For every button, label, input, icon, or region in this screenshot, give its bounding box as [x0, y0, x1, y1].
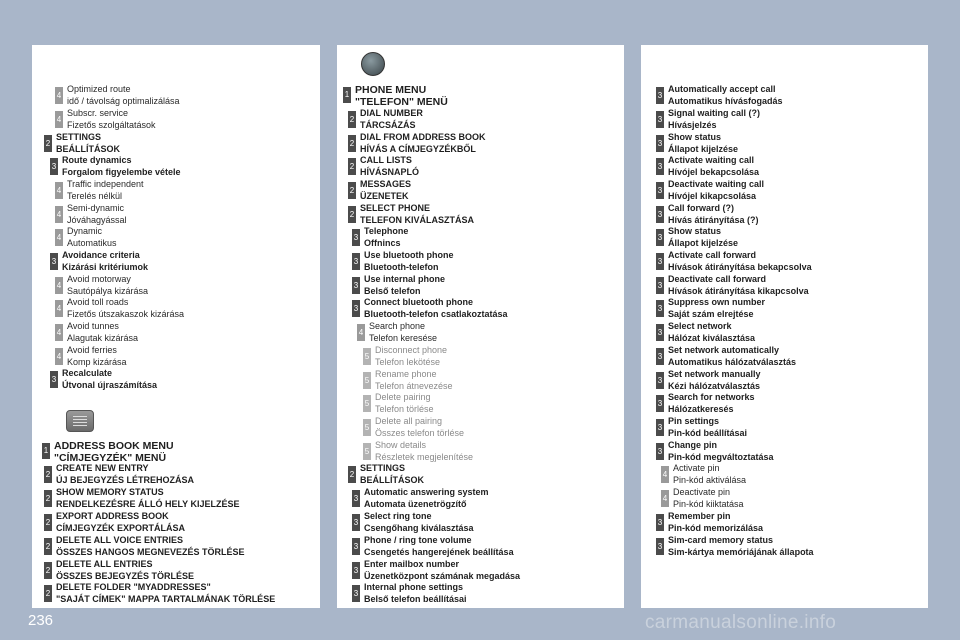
menu-item-hungarian-label: "SAJÁT CÍMEK" MAPPA TARTALMÁNAK TÖRLÉSE: [56, 593, 276, 604]
menu-item-english-label: SETTINGS: [56, 132, 102, 142]
menu-level-badge: 2: [44, 562, 52, 579]
menu-item-english-label: Subscr. service: [67, 108, 129, 118]
menu-item-english-label: Call forward (?): [668, 203, 735, 213]
menu-item-labels: [67, 108, 156, 131]
menu-item-labels: [668, 132, 738, 155]
menu-item-hungarian-label: Automata üzenetrögzítő: [364, 498, 467, 509]
menu-level-badge: 3: [352, 538, 360, 555]
menu-level-badge: 2: [348, 182, 356, 199]
menu-item-english-label: Activate pin: [673, 463, 720, 473]
menu-item-hungarian-label: Belső telefon beállításai: [364, 593, 467, 604]
menu-level-badge: 3: [656, 87, 664, 104]
menu-item-english-label: Show status: [668, 226, 722, 236]
menu-item-hungarian-label: Összes telefon törlése: [375, 427, 465, 438]
menu-item-english-label: Use internal phone: [364, 274, 446, 284]
menu-item-hungarian-label: ÖSSZES BEJEGYZÉS TÖRLÉSE: [56, 570, 195, 581]
menu-item-labels: [668, 535, 814, 558]
menu-item-hungarian-label: Csengetés hangerejének beállítása: [364, 546, 514, 557]
menu-level-badge: 3: [352, 253, 360, 270]
menu-item-english-label: Internal phone settings: [364, 582, 464, 592]
menu-item-hungarian-label: ÜZENETEK: [360, 190, 409, 201]
menu-item-hungarian-label: ÚJ BEJEGYZÉS LÉTREHOZÁSA: [56, 474, 195, 485]
menu-item-labels: [375, 416, 464, 439]
menu-item-hungarian-label: Hívójel bekapcsolása: [668, 166, 760, 177]
menu-item-english-label: Sim-card memory status: [668, 535, 774, 545]
menu-item-labels: [364, 559, 520, 582]
menu-item-hungarian-label: Hívójel kikapcsolása: [668, 190, 757, 201]
menu-level-badge: 2: [348, 135, 356, 152]
menu-item-hungarian-label: Telefon lekötése: [375, 356, 441, 367]
menu-item-hungarian-label: Hálózat kiválasztása: [668, 332, 756, 343]
menu-item-english-label: Telephone: [364, 226, 409, 236]
menu-item-english-label: Recalculate: [62, 368, 113, 378]
menu-item-hungarian-label: RENDELKEZÉSRE ÁLLÓ HELY KIJELZÉSE: [56, 498, 240, 509]
menu-item-labels: [67, 274, 148, 297]
menu-item-english-label: Use bluetooth phone: [364, 250, 454, 260]
menu-item-labels: [668, 250, 812, 273]
menu-item-labels: [668, 226, 738, 249]
menu-item-labels: [364, 226, 408, 249]
menu-level-badge: 3: [50, 371, 58, 388]
menu-item-labels: [375, 392, 434, 415]
menu-item-hungarian-label: ÖSSZES HANGOS MEGNEVEZÉS TÖRLÉSE: [56, 546, 245, 557]
menu-level-badge: 4: [55, 182, 63, 199]
menu-item-labels: [360, 132, 486, 155]
menu-level-badge: 3: [656, 229, 664, 246]
menu-item-labels: [668, 108, 760, 131]
menu-item-english-label: Traffic independent: [67, 179, 144, 189]
watermark: carmanualsonline.info: [645, 612, 837, 633]
menu-item-hungarian-label: BEÁLLÍTÁSOK: [56, 143, 120, 154]
menu-item-english-label: EXPORT ADDRESS BOOK: [56, 511, 169, 521]
menu-item-english-label: Search phone: [369, 321, 426, 331]
menu-item-labels: [668, 84, 783, 107]
address-book-icon: [66, 410, 94, 432]
menu-item-hungarian-label: Automatikus: [67, 237, 117, 248]
menu-level-badge: 3: [352, 300, 360, 317]
menu-level-badge: 3: [656, 135, 664, 152]
menu-item-labels: [668, 179, 764, 202]
menu-item-hungarian-label: Automatikus hívásfogadás: [668, 95, 783, 106]
menu-item-english-label: Avoid toll roads: [67, 297, 129, 307]
menu-level-badge: 3: [656, 419, 664, 436]
menu-item-hungarian-label: Útvonal újraszámítása: [62, 379, 158, 390]
menu-level-badge: 2: [44, 514, 52, 531]
menu-item-english-label: Delete all pairing: [375, 416, 443, 426]
menu-item-hungarian-label: Alagutak kizárása: [67, 332, 139, 343]
menu-item-hungarian-label: Kizárási kritériumok: [62, 261, 149, 272]
menu-item-labels: [67, 84, 180, 107]
menu-level-badge: 4: [55, 300, 63, 317]
page-number: 236: [28, 612, 54, 629]
menu-item-labels: [375, 440, 473, 463]
menu-level-badge: 3: [352, 277, 360, 294]
menu-level-badge: 3: [50, 158, 58, 175]
menu-level-badge: 3: [656, 395, 664, 412]
menu-item-english-label: DELETE ALL ENTRIES: [56, 559, 153, 569]
menu-item-english-label: Select network: [668, 321, 732, 331]
menu-item-english-label: Automatically accept call: [668, 84, 776, 94]
menu-item-english-label: PHONE MENU: [355, 84, 427, 96]
menu-level-badge: 4: [55, 111, 63, 128]
menu-item-labels: [668, 416, 747, 439]
menu-item-labels: [364, 250, 454, 273]
menu-level-badge: 2: [348, 466, 356, 483]
menu-item-hungarian-label: Pin-kód kiiktatása: [673, 498, 744, 509]
menu-item-labels: [67, 321, 138, 344]
menu-item-labels: [364, 274, 445, 297]
menu-item-hungarian-label: TÁRCSÁZÁS: [360, 119, 416, 130]
menu-item-hungarian-label: Pin-kód memorizálása: [668, 522, 764, 533]
menu-level-badge: 1: [42, 443, 50, 459]
menu-item-hungarian-label: Bluetooth-telefon csatlakoztatása: [364, 308, 508, 319]
menu-item-labels: [56, 463, 194, 486]
menu-item-labels: [668, 155, 759, 178]
menu-item-labels: [375, 345, 447, 368]
menu-item-hungarian-label: Csengőhang kiválasztása: [364, 522, 474, 533]
menu-item-english-label: DELETE FOLDER "MYADDRESSES": [56, 582, 211, 592]
menu-level-badge: 3: [50, 253, 58, 270]
menu-item-hungarian-label: idő / távolság optimalizálása: [67, 95, 180, 106]
menu-item-english-label: Search for networks: [668, 392, 755, 402]
menu-item-hungarian-label: Fizetős útszakaszok kizárása: [67, 308, 185, 319]
menu-item-labels: [364, 297, 508, 320]
menu-item-hungarian-label: Jóváhagyással: [67, 214, 127, 225]
menu-level-badge: 3: [656, 324, 664, 341]
menu-level-badge: 3: [656, 300, 664, 317]
menu-level-badge: 2: [44, 585, 52, 602]
menu-item-labels: [668, 511, 763, 534]
menu-level-badge: 4: [55, 324, 63, 341]
menu-item-labels: [668, 345, 796, 368]
menu-item-labels: [364, 511, 474, 534]
menu-item-hungarian-label: Forgalom figyelembe vétele: [62, 166, 181, 177]
menu-item-hungarian-label: "CÍMJEGYZÉK" MENÜ: [54, 452, 167, 464]
menu-item-english-label: Semi-dynamic: [67, 203, 125, 213]
menu-item-english-label: Avoidance criteria: [62, 250, 140, 260]
menu-item-labels: [364, 535, 514, 558]
menu-item-labels: [364, 582, 467, 605]
menu-level-badge: 4: [55, 87, 63, 104]
menu-level-badge: 2: [44, 538, 52, 555]
menu-item-hungarian-label: TELEFON KIVÁLASZTÁSA: [360, 214, 474, 225]
menu-level-badge: 3: [656, 443, 664, 460]
menu-level-badge: 2: [348, 206, 356, 223]
menu-level-badge: 3: [656, 277, 664, 294]
menu-item-english-label: Signal waiting call (?): [668, 108, 761, 118]
menu-item-hungarian-label: Pin-kód megváltoztatása: [668, 451, 774, 462]
menu-item-labels: [56, 559, 194, 582]
menu-item-english-label: Phone / ring tone volume: [364, 535, 472, 545]
menu-item-english-label: Remember pin: [668, 511, 731, 521]
menu-level-badge: 4: [357, 324, 365, 341]
menu-item-labels: [668, 297, 765, 320]
menu-item-hungarian-label: Üzenetközpont számának megadása: [364, 570, 521, 581]
menu-item-hungarian-label: BEÁLLÍTÁSOK: [360, 474, 424, 485]
menu-item-english-label: Avoid motorway: [67, 274, 131, 284]
menu-level-badge: 3: [352, 585, 360, 602]
menu-level-badge: 2: [44, 490, 52, 507]
menu-item-labels: [668, 203, 759, 226]
menu-item-hungarian-label: HÍVÁS A CÍMJEGYZÉKBŐL: [360, 143, 476, 154]
menu-item-english-label: Activate waiting call: [668, 155, 755, 165]
menu-level-badge: 3: [352, 514, 360, 531]
menu-item-english-label: ADDRESS BOOK MENU: [54, 440, 174, 452]
menu-item-hungarian-label: Saját szám elrejtése: [668, 308, 754, 319]
menu-item-english-label: Set network automatically: [668, 345, 780, 355]
menu-item-labels: [668, 369, 761, 392]
menu-level-badge: 3: [352, 562, 360, 579]
menu-item-labels: [360, 179, 411, 202]
menu-item-hungarian-label: Terelés nélkül: [67, 190, 123, 201]
menu-item-labels: [56, 582, 275, 605]
menu-level-badge: 4: [661, 466, 669, 483]
menu-item-english-label: SHOW MEMORY STATUS: [56, 487, 164, 497]
menu-item-english-label: SETTINGS: [360, 463, 406, 473]
menu-item-english-label: DELETE ALL VOICE ENTRIES: [56, 535, 184, 545]
menu-item-english-label: Delete pairing: [375, 392, 431, 402]
menu-item-hungarian-label: Offnincs: [364, 237, 401, 248]
menu-level-badge: 3: [656, 253, 664, 270]
menu-level-badge: 5: [363, 419, 371, 436]
menu-item-labels: [56, 487, 240, 510]
menu-item-hungarian-label: Pin-kód beállításai: [668, 427, 748, 438]
menu-level-badge: 5: [363, 443, 371, 460]
menu-item-hungarian-label: Pin-kód aktiválása: [673, 474, 747, 485]
menu-level-badge: 5: [363, 395, 371, 412]
menu-item-labels: [360, 155, 419, 178]
menu-level-badge: 2: [348, 158, 356, 175]
menu-level-badge: 2: [348, 111, 356, 128]
menu-item-english-label: CREATE NEW ENTRY: [56, 463, 149, 473]
menu-item-english-label: Rename phone: [375, 369, 437, 379]
menu-item-hungarian-label: Belső telefon: [364, 285, 421, 296]
menu-item-hungarian-label: Automatikus hálózatválasztás: [668, 356, 797, 367]
menu-item-labels: [360, 463, 424, 486]
menu-level-badge: 3: [352, 229, 360, 246]
menu-item-labels: [369, 321, 437, 344]
menu-level-badge: 4: [55, 206, 63, 223]
menu-item-labels: [67, 179, 144, 202]
menu-item-english-label: Connect bluetooth phone: [364, 297, 473, 307]
menu-item-hungarian-label: Részletek megjelenítése: [375, 451, 474, 462]
menu-item-hungarian-label: Hívás átirányítása (?): [668, 214, 759, 225]
menu-item-english-label: Deactivate waiting call: [668, 179, 765, 189]
menu-item-labels: [54, 440, 174, 464]
menu-item-english-label: Route dynamics: [62, 155, 132, 165]
menu-item-english-label: Change pin: [668, 440, 717, 450]
menu-item-english-label: SELECT PHONE: [360, 203, 431, 213]
menu-item-english-label: Show status: [668, 132, 722, 142]
menu-item-labels: [673, 487, 744, 510]
menu-level-badge: 3: [656, 182, 664, 199]
menu-item-labels: [360, 203, 474, 226]
menu-item-english-label: CALL LISTS: [360, 155, 412, 165]
menu-level-badge: 4: [55, 348, 63, 365]
menu-item-hungarian-label: Hívások átirányítása bekapcsolva: [668, 261, 812, 272]
menu-item-english-label: Avoid ferries: [67, 345, 117, 355]
menu-item-hungarian-label: Telefon törlése: [375, 403, 434, 414]
menu-item-labels: [355, 84, 448, 108]
menu-level-badge: 5: [363, 348, 371, 365]
menu-item-english-label: Disconnect phone: [375, 345, 448, 355]
menu-item-labels: [668, 392, 755, 415]
menu-item-labels: [67, 226, 117, 249]
menu-item-labels: [668, 321, 755, 344]
menu-item-hungarian-label: CÍMJEGYZÉK EXPORTÁLÁSA: [56, 522, 186, 533]
menu-item-hungarian-label: Hívások átirányítása kikapcsolva: [668, 285, 809, 296]
menu-item-labels: [62, 368, 157, 391]
menu-level-badge: 4: [55, 277, 63, 294]
menu-level-badge: 2: [44, 466, 52, 483]
menu-item-hungarian-label: Fizetős szolgáltatások: [67, 119, 156, 130]
menu-item-english-label: Set network manually: [668, 369, 761, 379]
menu-item-english-label: Dynamic: [67, 226, 103, 236]
menu-item-hungarian-label: Hívásjelzés: [668, 119, 717, 130]
menu-item-hungarian-label: Telefon keresése: [369, 332, 438, 343]
menu-item-hungarian-label: Hálózatkeresés: [668, 403, 734, 414]
menu-level-badge: 3: [656, 538, 664, 555]
menu-item-labels: [62, 250, 148, 273]
menu-item-english-label: Activate call forward: [668, 250, 757, 260]
menu-item-hungarian-label: Sim-kártya memóriájának állapota: [668, 546, 814, 557]
menu-item-english-label: Enter mailbox number: [364, 559, 460, 569]
menu-item-labels: [67, 203, 127, 226]
menu-item-english-label: Deactivate call forward: [668, 274, 767, 284]
menu-item-hungarian-label: Komp kizárása: [67, 356, 127, 367]
menu-item-labels: [673, 463, 746, 486]
menu-item-english-label: Avoid tunnes: [67, 321, 119, 331]
menu-item-labels: [56, 511, 185, 534]
menu-item-hungarian-label: Telefon átnevezése: [375, 380, 453, 391]
menu-level-badge: 3: [352, 490, 360, 507]
menu-level-badge: 3: [656, 158, 664, 175]
menu-item-english-label: Show details: [375, 440, 427, 450]
menu-item-hungarian-label: HÍVÁSNAPLÓ: [360, 166, 420, 177]
menu-item-english-label: Optimized route: [67, 84, 131, 94]
menu-item-hungarian-label: Állapot kijelzése: [668, 143, 739, 154]
menu-level-badge: 4: [55, 229, 63, 246]
menu-level-badge: 5: [363, 372, 371, 389]
menu-item-labels: [364, 487, 489, 510]
menu-item-labels: [668, 274, 809, 297]
menu-item-labels: [668, 440, 774, 463]
menu-item-labels: [56, 132, 120, 155]
menu-item-labels: [67, 345, 127, 368]
menu-item-labels: [56, 535, 245, 558]
menu-item-labels: [62, 155, 181, 178]
menu-item-hungarian-label: Állapot kijelzése: [668, 237, 739, 248]
menu-item-english-label: Deactivate pin: [673, 487, 731, 497]
menu-item-hungarian-label: Bluetooth-telefon: [364, 261, 439, 272]
menu-level-badge: 2: [44, 135, 52, 152]
phone-icon: [361, 52, 385, 76]
menu-item-labels: [67, 297, 184, 320]
menu-item-english-label: Select ring tone: [364, 511, 432, 521]
menu-item-hungarian-label: Kézi hálózatválasztás: [668, 380, 761, 391]
menu-item-english-label: DIAL NUMBER: [360, 108, 423, 118]
menu-level-badge: 1: [343, 87, 351, 103]
menu-item-labels: [375, 369, 453, 392]
menu-item-english-label: Automatic answering system: [364, 487, 489, 497]
menu-item-hungarian-label: "TELEFON" MENÜ: [355, 96, 448, 108]
menu-level-badge: 3: [656, 206, 664, 223]
menu-level-badge: 3: [656, 372, 664, 389]
menu-item-english-label: Pin settings: [668, 416, 720, 426]
menu-level-badge: 3: [656, 514, 664, 531]
menu-level-badge: 3: [656, 348, 664, 365]
menu-item-english-label: Suppress own number: [668, 297, 766, 307]
menu-level-badge: 4: [661, 490, 669, 507]
menu-level-badge: 3: [656, 111, 664, 128]
menu-item-english-label: DIAL FROM ADDRESS BOOK: [360, 132, 486, 142]
menu-item-hungarian-label: Sautópálya kizárása: [67, 285, 149, 296]
menu-item-english-label: MESSAGES: [360, 179, 412, 189]
menu-item-labels: [360, 108, 423, 131]
